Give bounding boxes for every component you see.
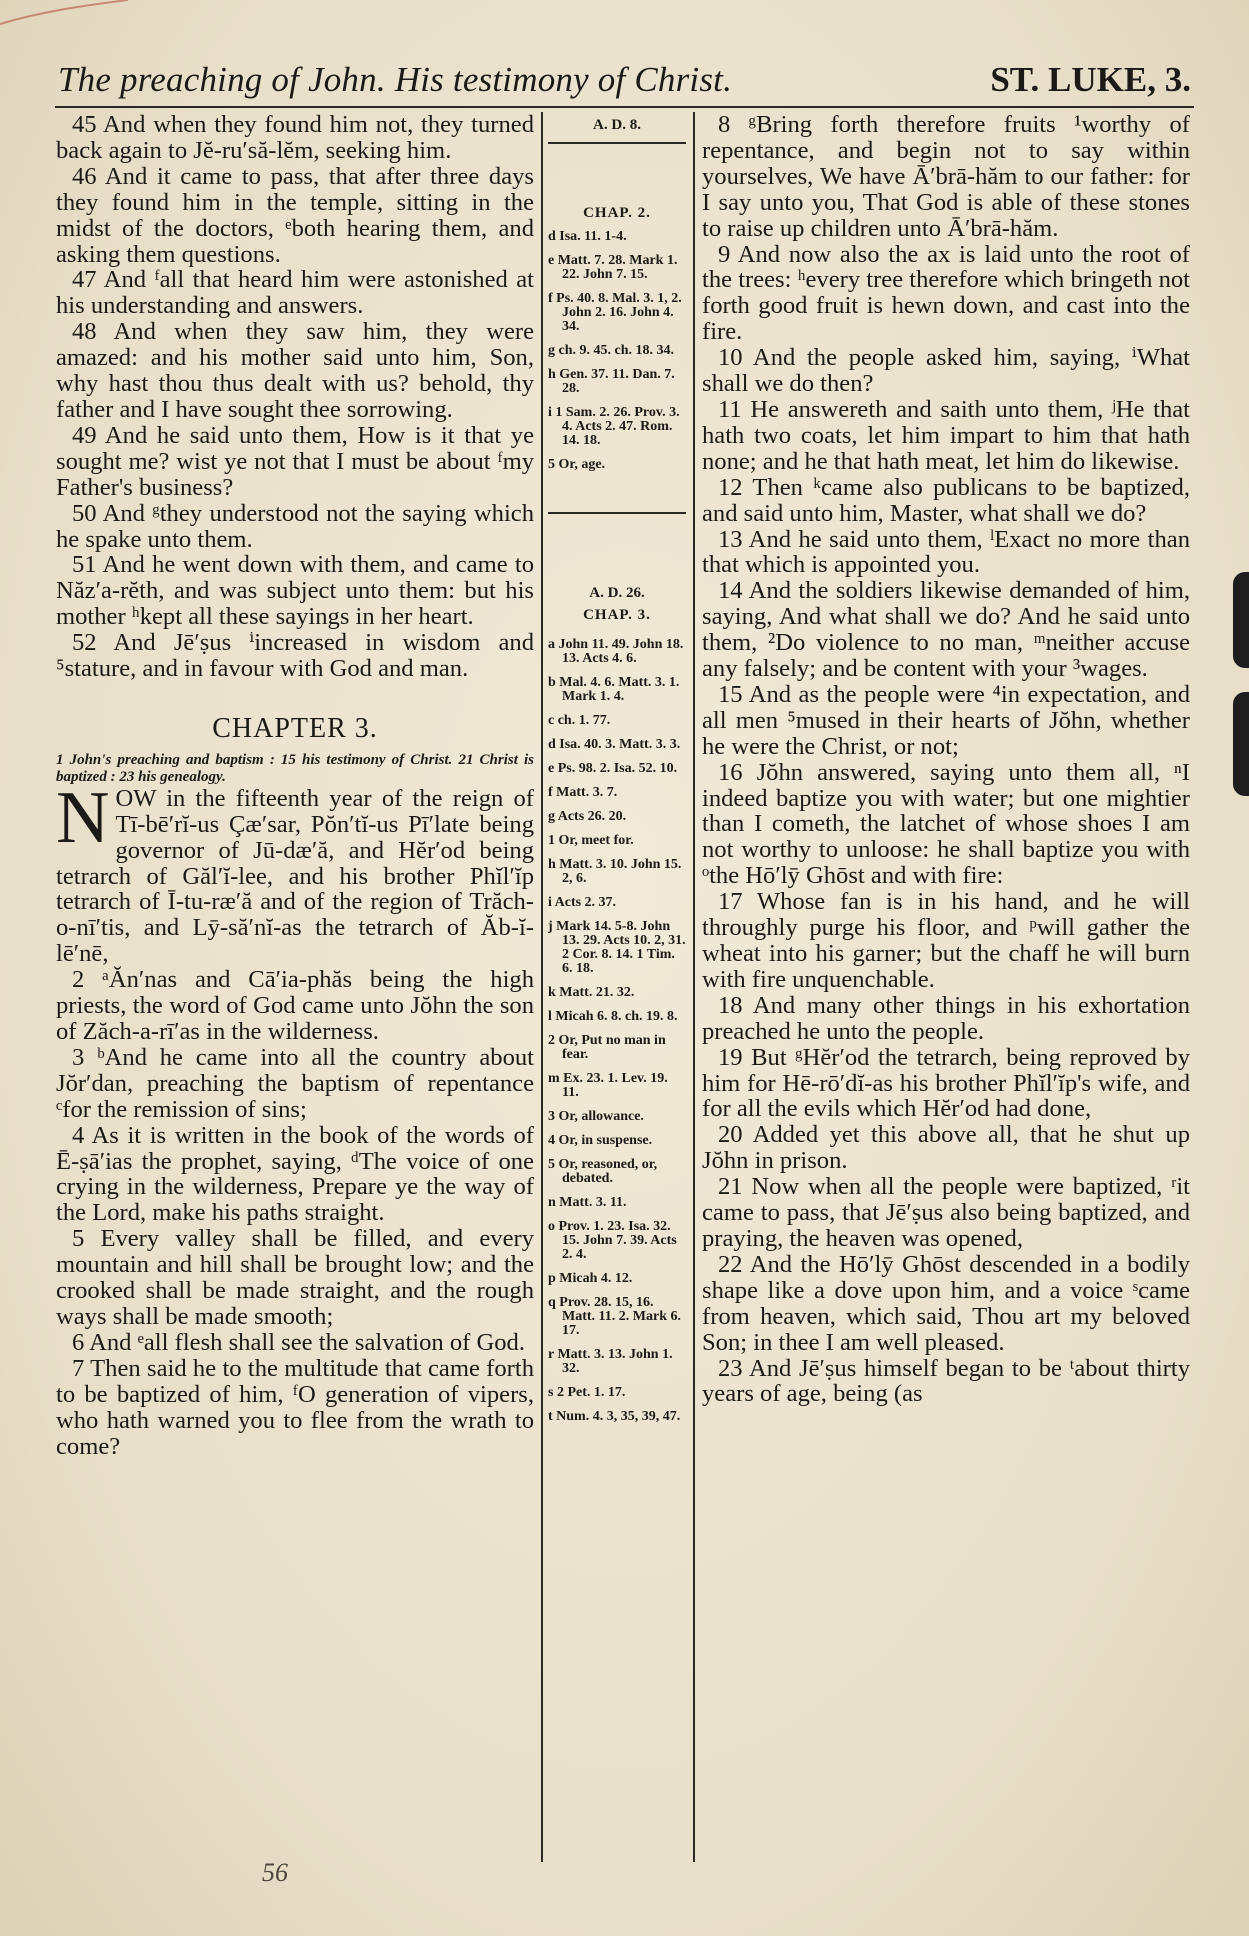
reference-chapter-label: CHAP. 3. [583,607,651,623]
reference-chapter-label: CHAP. 2. [583,205,651,221]
right-text-column [702,112,1190,1407]
drop-cap: N [56,776,110,859]
verse: 12 Then ᵏcame also publicans to be baptized, and said unto him, Master, what shall we do? [702,473,1190,527]
cross-reference: f Ps. 40. 8. Mal. 3. 1, 2. John 2. 16. John 4. 34. [548,291,682,334]
cross-reference: e Matt. 7. 28. Mark 1. 22. John 7. 15. [548,253,678,282]
verse: 13 And he said unto them, ˡExact no more than that which is appointed you. [702,525,1190,579]
verse: 50 And ᵍthey understood not the saying which he spake unto them. [56,499,534,553]
column-divider-left [541,112,543,1862]
cross-reference: e Ps. 98. 2. Isa. 52. 10. [548,761,678,776]
cross-reference: f Matt. 3. 7. [548,785,618,800]
verse: 22 And the Hō′lȳ Ghōst descended in a bodily shape like a dove upon him, and a voice ˢcame from heaven, which said, Thou art my beloved Son; in thee I am well pleased. [702,1250,1190,1356]
cross-reference: l Micah 6. 8. ch. 19. 8. [548,1009,678,1024]
cross-reference: b Mal. 4. 6. Matt. 3. 1. Mark 1. 4. [548,675,680,704]
header-book-chapter: ST. LUKE, 3. [990,60,1191,99]
cross-reference: j Mark 14. 5-8. John 13. 29. Acts 10. 2, 31. 2 Cor. 8. 14. 1 Tim. 6. 18. [548,919,686,976]
reference-rule [548,142,686,144]
cross-reference: h Matt. 3. 10. John 15. 2, 6. [548,857,682,886]
cross-reference: i Acts 2. 37. [548,895,617,910]
verse: 47 And ᶠall that heard him were astonished at his understanding and answers. [56,266,534,320]
cross-reference: 4 Or, in suspense. [548,1133,653,1148]
verse: 20 Added yet this above all, that he shut up Jŏhn in prison. [702,1121,1190,1175]
cross-reference: g ch. 9. 45. ch. 18. 34. [548,343,674,358]
verse: 7 Then said he to the multitude that came forth to be baptized of him, ᶠO generation of vipers, who hath warned you to flee from the wrath to come? [56,1354,534,1460]
verse: 18 And many other things in his exhortation preached he unto the people. [702,991,1190,1045]
verse: 17 Whose fan is in his hand, and he will throughly purge his floor, and ᵖwill gather the wheat into his garner; but the chaff he will burn with fire unquenchable. [702,888,1190,993]
cross-reference: q Prov. 28. 15, 16. Matt. 11. 2. Mark 6. 17. [548,1295,681,1338]
cross-reference: o Prov. 1. 23. Isa. 32. 15. John 7. 39. Acts 2. 4. [548,1219,677,1262]
cross-reference: k Matt. 21. 32. [548,985,635,1000]
cross-reference: 2 Or, Put no man in fear. [548,1033,666,1062]
cross-reference-column [548,112,686,1434]
cross-reference: r Matt. 3. 13. John 1. 32. [548,1347,673,1376]
verse: 8 ᵍBring forth therefore fruits ¹worthy of repentance, and begin not to say within yourselves, We have Ā′brā-hăm to our father: for I say unto you, That God is able of these stones to raise up children unto Ā′brā-hăm. [702,111,1190,242]
cross-reference: 5 Or, reasoned, or, debated. [548,1157,658,1186]
cross-reference: p Micah 4. 12. [548,1271,633,1286]
cross-reference: d Isa. 40. 3. Matt. 3. 3. [548,737,681,752]
verse: 2 ᵃĂn′nas and Cā′ia-phăs being the high priests, the word of God came unto Jŏhn the son of Zăch-a-rī′as in the wilderness. [56,966,534,1045]
verse: 21 Now when all the people were baptized, ʳit came to pass, that Jē′ṣus also being baptized, and praying, the heaven was opened, [702,1173,1190,1252]
cross-reference: 1 Or, meet for. [548,833,634,848]
verse: 48 And when they saw him, they were amazed: and his mother said unto him, Son, why hast thou thus dealt with us? behold, thy father and I have sought thee sorrowing. [56,318,534,423]
header-rule [55,106,1194,108]
verse-1 [56,776,534,968]
cross-reference: m Ex. 23. 1. Lev. 19. 11. [548,1071,668,1100]
cross-reference: d Isa. 11. 1-4. [548,229,627,244]
cross-reference: t Num. 4. 3, 35, 39, 47. [548,1409,681,1424]
anno-domini-date: A. D. 26. [589,585,645,601]
cross-reference: 3 Or, allowance. [548,1109,644,1124]
cross-reference: n Matt. 3. 11. [548,1195,627,1210]
verse: 3 ᵇAnd he came into all the country about Jŏr′dan, preaching the baptism of repentance ᶜfor the remission of sins; [56,1043,534,1123]
column-divider-right [693,112,695,1862]
reference-rule [548,512,686,514]
cross-reference: g Acts 26. 20. [548,809,627,824]
chapter-synopsis: 1 John's preaching and baptism : 15 his testimony of Christ. 21 Christ is baptized : 23 his genealogy. [56,751,534,785]
anno-domini-date: A. D. 8. [593,117,641,133]
verse: 10 And the people asked him, saying, ⁱWhat shall we do then? [702,344,1190,398]
verse: 4 As it is written in the book of the words of Ē-ṣā′ias the prophet, saying, ᵈThe voice of one crying in the wilderness, Prepare ye the way of the Lord, make his paths straight. [56,1121,534,1227]
cross-reference: i 1 Sam. 2. 26. Prov. 3. 4. Acts 2. 47. Rom. 14. 18. [548,405,680,448]
thumb-index-tab [1233,692,1249,796]
verse: 9 And now also the ax is laid unto the root of the trees: ʰevery tree therefore which bringeth not forth good fruit is hewn down, and cast into the fire. [702,240,1190,346]
left-text-column [56,112,534,1459]
thumb-index-tab [1233,572,1249,668]
cross-reference: s 2 Pet. 1. 17. [548,1385,626,1400]
chapter-heading: CHAPTER 3. [212,712,378,744]
ink-stroke-mark [0,0,130,30]
running-header [58,60,1191,108]
cross-reference: 5 Or, age. [548,457,606,472]
verse: 46 And it came to pass, that after three days they found him in the temple, sitting in the midst of the doctors, ᵉboth hearing them, and asking them questions. [56,162,534,268]
cross-reference: h Gen. 37. 11. Dan. 7. 28. [548,367,675,396]
verse: 19 But ᵍHĕr′od the tetrarch, being reproved by him for Hē-rō′dĭ-as his brother Phĭl′ĭp's wife, and for all the evils which Hĕr′od had done, [702,1043,1190,1123]
verse-1-text: OW in the fifteenth year of the reign of Tī-bē′rĭ-us Çæ′sar, Pŏn′tĭ-us Pī′late being governor of Jū-dæ′ă, and Hĕr′od being tetrarch of Găl′ĭ-lee, and his brother Phĭl′ĭp tetrarch of Ī-tu-ræ′ă and of the region of Trăch-o-nī′tis, and Lȳ-să′nĭ-as the tetrarch of Ăb-ĭ-lē′nē, [56,784,534,968]
verse: 16 Jŏhn answered, saying unto them all, ⁿI indeed baptize you with water; but one mightier than I cometh, the latchet of whose shoes I am not worthy to unloose: he shall baptize you with ᵒthe Hō′lȳ Ghōst and with fire: [702,758,1190,890]
verse: 11 He answereth and saith unto them, ʲHe that hath two coats, let him impart to him that hath none; and he that hath meat, let him do likewise. [702,395,1190,475]
verse: 15 And as the people were ⁴in expectation, and all men ⁵mused in their hearts of Jŏhn, whether he were the Christ, or not; [702,680,1190,760]
header-left-title: The preaching of John. His testimony of Christ. [58,60,733,99]
verse: 52 And Jē′ṣus ⁱincreased in wisdom and ⁵stature, and in favour with God and man. [56,629,534,683]
verse: 6 And ᵉall flesh shall see the salvation of God. [72,1328,526,1356]
verse: 49 And he said unto them, How is it that ye sought me? wist ye not that I must be about ᶠmy Father's business? [56,421,534,501]
cross-reference: a John 11. 49. John 18. 13. Acts 4. 6. [548,637,684,666]
verse: 51 And he went down with them, and came to Năz′a-rĕth, and was subject unto them: but his mother ʰkept all these sayings in her heart. [56,551,534,631]
verse: 23 And Jē′ṣus himself began to be ᵗabout thirty years of age, being (as [702,1354,1190,1408]
cross-reference: c ch. 1. 77. [548,713,611,728]
page-footer-mark: 56 [262,1858,288,1887]
verse: 5 Every valley shall be filled, and every mountain and hill shall be brought low; and the crooked shall be made straight, and the rough ways shall be made smooth; [56,1225,534,1330]
verse: 14 And the soldiers likewise demanded of him, saying, And what shall we do? And he said unto them, ²Do violence to no man, ᵐneither accuse any falsely; and be content with your ³wages. [702,577,1190,683]
verse: 45 And when they found him not, they turned back again to Jĕ-ru′să-lĕm, seeking him. [56,111,534,164]
